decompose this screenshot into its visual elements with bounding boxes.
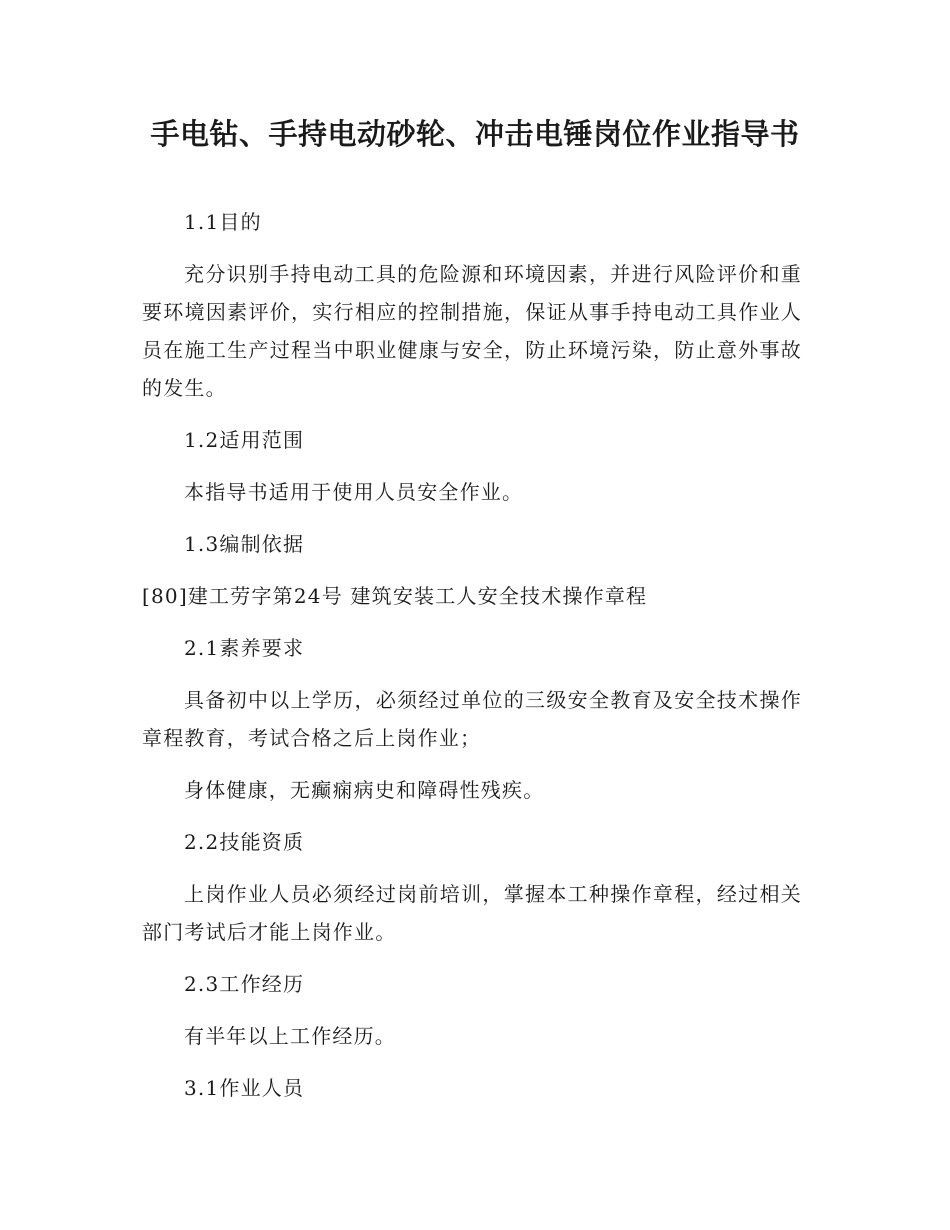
document-body [142,203,802,1107]
paragraph-purpose: 充分识别手持电动工具的危险源和环境因素，并进行风险评价和重要环境因素评价，实行相应的控制措施，保证从事手持电动工具作业人员在施工生产过程当中职业健康与安全，防止环境污染，防止意外事故的发生。 [142,262,802,400]
paragraph-experience: 有半年以上工作经历。 [184,1024,396,1048]
paragraph-basis: [80]建工劳字第24号 建筑安装工人安全技术操作章程 [142,584,648,608]
section-heading-2-3: 2.3工作经历 [184,972,305,996]
section-heading-2-2: 2.2技能资质 [184,830,305,854]
section-heading-1-2: 1.2适用范围 [184,428,305,452]
section-heading-1-1: 1.1目的 [184,210,262,234]
section-heading-1-3: 1.3编制依据 [184,532,305,556]
paragraph-scope: 本指导书适用于使用人员安全作业。 [184,480,524,504]
paragraph-quality-requirement: 具备初中以上学历，必须经过单位的三级安全教育及安全技术操作章程教育，考试合格之后上岗作业； [142,688,802,750]
section-heading-3-1: 3.1作业人员 [184,1076,305,1100]
paragraph-skills: 上岗作业人员必须经过岗前培训，掌握本工种操作章程，经过相关部门考试后才能上岗作业。 [142,882,802,944]
paragraph-health: 身体健康，无癫痫病史和障碍性残疾。 [184,778,545,802]
section-heading-2-1: 2.1素养要求 [184,636,305,660]
document-title: 手电钻、手持电动砂轮、冲击电锤岗位作业指导书 [150,117,800,151]
